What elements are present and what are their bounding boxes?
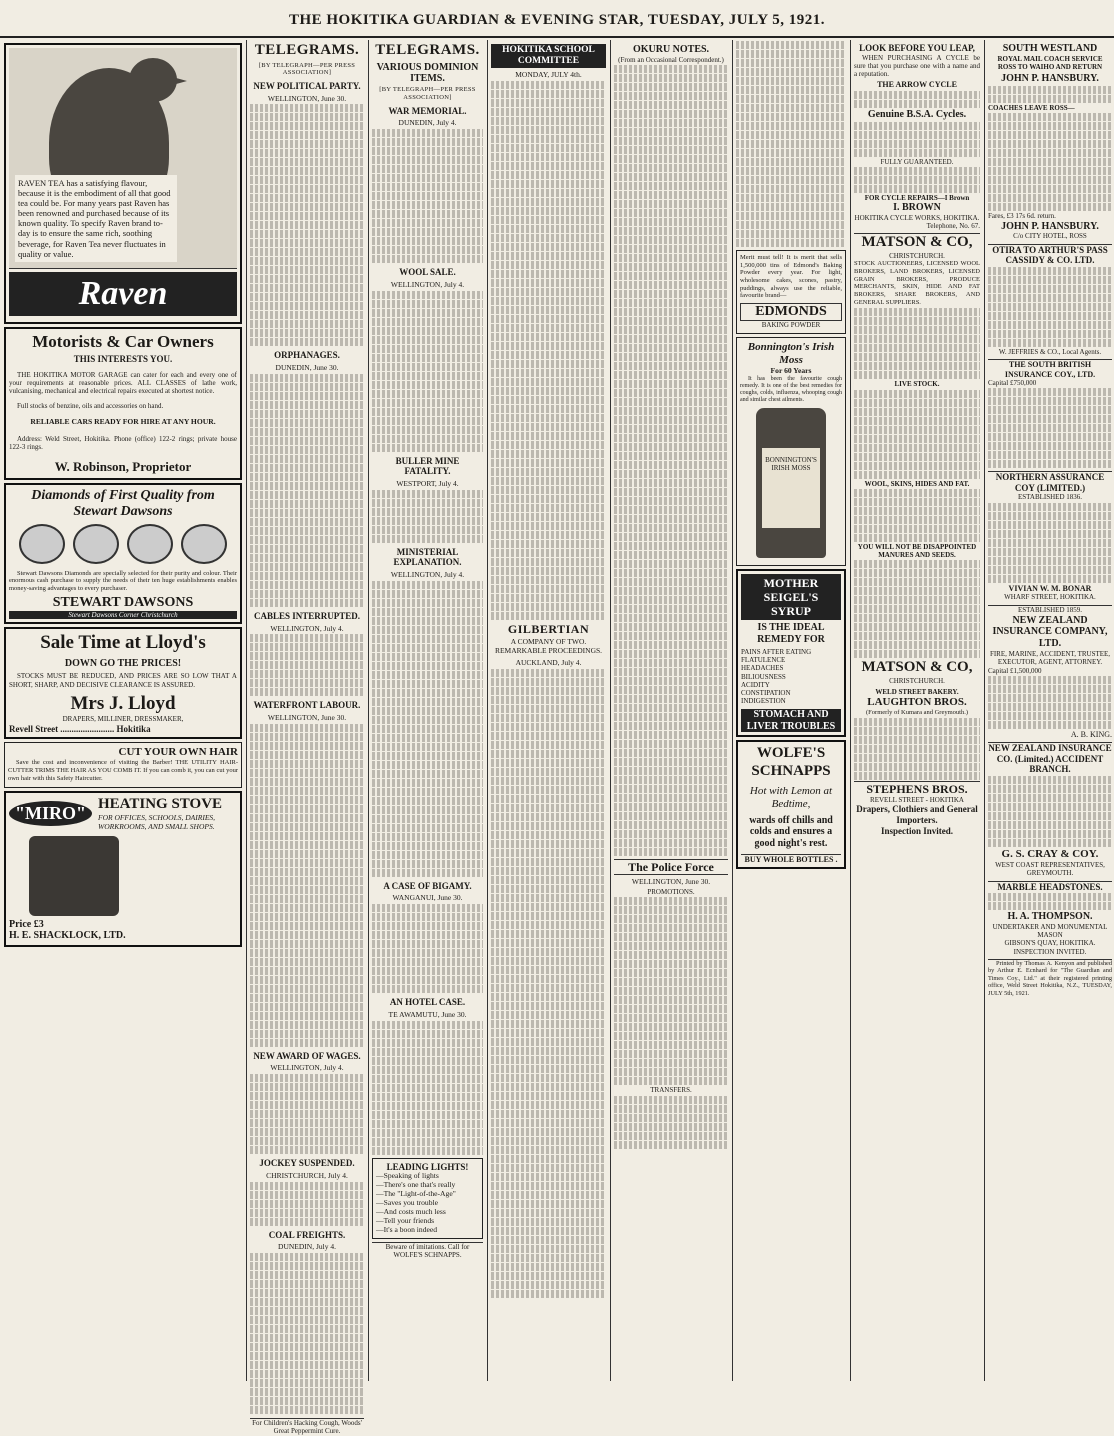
article-body <box>736 41 846 247</box>
stephens-address: REVELL STREET - HOKITIKA <box>870 796 964 805</box>
diamonds-footer: Stewart Dawsons Corner Christchurch <box>9 611 237 619</box>
list-item: ACIDITY <box>741 680 770 689</box>
wool-heading: WOOL, SKINS, HIDES AND FAT. <box>864 479 970 488</box>
cray-name: G. S. CRAY & COY. <box>1001 848 1099 861</box>
stewart-dawsons-name: STEWART DAWSONS <box>52 594 194 610</box>
dateline: TE AWAMUTU, June 30. <box>388 1009 467 1019</box>
article-body <box>988 86 1112 103</box>
article-body <box>372 1021 483 1155</box>
gilbertian-title: GILBERTIAN <box>507 622 590 637</box>
nz-accident-title: NEW ZEALAND INSURANCE CO. (Limited.) ACCIDENT BRANCH. <box>988 743 1112 775</box>
list-item: —Saves you trouble <box>376 1198 439 1207</box>
dateline: WESTPORT, July 4. <box>396 478 459 488</box>
police-title: The Police Force <box>614 859 728 875</box>
guaranteed: FULLY GUARANTEED. <box>880 157 954 166</box>
sale-title: Sale Time at Lloyd's <box>40 632 206 654</box>
list-item: —And costs much less <box>376 1206 446 1216</box>
inspection-invited: INSPECTION INVITED. <box>1013 947 1087 956</box>
dateline: DUNEDIN, July 4. <box>278 1242 336 1252</box>
article-heading: AN HOTEL CASE. <box>389 997 466 1008</box>
mail-coach: ROYAL MAIL COACH SERVICE <box>997 54 1103 63</box>
police-promotions: PROMOTIONS. <box>647 888 695 897</box>
list-item: —Tell your friends <box>376 1215 435 1225</box>
matson-title: MATSON & CO, <box>854 233 980 252</box>
column-divider <box>368 40 369 1381</box>
brown-address: HOKITIKA CYCLE WORKS, HOKITIKA. <box>854 213 980 222</box>
ads-column-right <box>854 40 980 1381</box>
hansbury-name-2: JOHN P. HANSBURY. <box>1001 220 1099 232</box>
article-body <box>250 104 364 346</box>
ring-image <box>19 524 65 564</box>
stephens-tail: Inspection Invited. <box>880 825 953 836</box>
thompson-address: GIBSON'S QUAY, HOKITIKA. <box>1004 939 1096 948</box>
article-body <box>988 503 1112 583</box>
article-body <box>854 718 980 780</box>
article-body <box>854 489 980 542</box>
article-body <box>988 676 1112 729</box>
not-disappointed: YOU WILL NOT BE DISAPPOINTED <box>857 542 977 551</box>
dateline: WELLINGTON, July 4. <box>390 279 465 289</box>
lloyd-trade: DRAPERS, MILLINER, DRESSMAKER, <box>62 715 184 724</box>
article-body <box>372 581 483 877</box>
motor-ad-cars: RELIABLE CARS READY FOR HIRE AT ANY HOUR. <box>30 416 216 426</box>
matson-body: STOCK AUCTIONEERS, LICENSED WOOL BROKERS, LAND BROKERS, LICENSED GRAIN BROKERS, PRODUCE MERCHANTS, SKIN, HIDE AND FAT BROKERS, SHARE BROKERS, AND GENERAL SUPPLIERS. <box>854 260 980 306</box>
thompson-name: H. A. THOMPSON. <box>1007 911 1093 923</box>
arrow-cycle: THE ARROW CYCLE <box>877 80 957 90</box>
article-body <box>614 65 728 856</box>
dominion-items-sub: VARIOUS DOMINION ITEMS. <box>376 61 479 85</box>
article-body <box>854 560 980 658</box>
south-british-title: THE SOUTH BRITISH INSURANCE COY., LTD. <box>988 359 1112 379</box>
okuru-notes-column <box>614 40 728 1381</box>
bottle-label: BONNINGTON'S IRISH MOSS <box>762 448 820 528</box>
motor-garage-ad <box>4 327 242 479</box>
miro-stove-ad <box>4 791 242 947</box>
irish-moss-ad <box>736 337 846 566</box>
raven-ad-text: RAVEN TEA has a satisfying flavour, because it is the embodiment of all that good tea could be. For many years past Raven has been renowned and purchased because of its known quality. To specify Raven brand to-day is to ensure the same rich, soothing beverage, for Raven Tea never fluctuates in quality or value. <box>15 175 177 263</box>
jeffries: W. JEFFRIES & CO., Local Agents. <box>998 347 1102 356</box>
article-body <box>854 122 980 157</box>
school-committee-title: HOKITIKA SCHOOL COMMITTEE <box>491 44 606 68</box>
miro-brand: "MIRO" <box>9 801 92 826</box>
column-divider <box>610 40 611 1381</box>
article-body <box>372 904 483 993</box>
bakery-title: WELD STREET BAKERY. <box>875 688 959 697</box>
laughton-name: LAUGHTON BROS. <box>867 696 967 709</box>
lloyds-sale-ad <box>4 627 242 739</box>
lloyd-address: Revell Street ........................ Hokitika <box>9 723 151 734</box>
edmonds-brand: EDMONDS <box>740 303 842 322</box>
list-item: —Speaking of lights <box>376 1171 439 1181</box>
irish-moss-title: Bonnington's Irish Moss <box>747 340 835 366</box>
haircutter-body: Save the cost and inconvenience of visiting the Barber! THE UTILITY HAIR-CUTTER TRIMS THE HAIR AS YOU COMB IT. If you can comb it, you can cut your own hair with this Safety Haircutter. <box>8 759 238 782</box>
article-heading: COAL FREIGHTS. <box>268 1229 346 1240</box>
list-item: —It's a boon indeed <box>376 1224 438 1234</box>
article-body <box>854 91 980 108</box>
article-body <box>372 129 483 263</box>
article-body <box>250 1074 364 1154</box>
dateline: WELLINGTON, June 30. <box>267 712 347 722</box>
ads-column-middle <box>736 40 846 1381</box>
printer-imprint: Printed by Thomas A. Kenyon and published by Arthur E. Ecnhard for "The Guardian and Times Coy., Ltd." at their registered printing office, Weld Street Hokitika, N.Z., TUESDAY, JULY 5th, 1921. <box>988 959 1112 997</box>
list-item: CONSTIPATION <box>741 689 791 698</box>
wolfes-sub: Hot with Lemon at Bedtime, <box>749 784 833 810</box>
article-body <box>491 669 606 1298</box>
article-body <box>988 776 1112 847</box>
article-heading: BULLER MINE FATALITY. <box>395 455 460 477</box>
matson-title-2: MATSON & CO, <box>861 659 973 676</box>
raven-beak-image <box>169 76 187 86</box>
edmonds-text: Merit must tell! It is merit that sells 1,500,000 tins of Edmond's Baking Powder every year. For light, wholesome cakes, scones, pastry, puddings, always use the reliable, favourite brand— <box>740 254 842 300</box>
laughton-sub: (Formerly of Kumara and Greymouth.) <box>866 709 968 717</box>
miro-seller: H. E. SHACKLOCK, LTD. <box>9 930 126 942</box>
article-heading: NEW POLITICAL PARTY. <box>253 81 361 91</box>
northern-established: ESTABLISHED 1836. <box>1018 493 1082 502</box>
coaches-leave: COACHES LEAVE ROSS— <box>988 104 1075 113</box>
irish-moss-body: It has been the favourite cough remedy. It is one of the best remedies for coughs, colds, influenza, whooping cough and similar chest ailments. <box>740 375 842 403</box>
dateline: WELLINGTON, July 4. <box>270 623 344 633</box>
rings-illustration <box>9 521 237 570</box>
article-body <box>988 388 1112 468</box>
leading-lights-list <box>376 1172 479 1235</box>
miro-title: HEATING STOVE <box>97 796 223 813</box>
miro-price: Price £3 <box>9 918 44 930</box>
dateline: WELLINGTON, June 30. <box>267 93 347 103</box>
seigels-list <box>741 648 841 706</box>
wolfes-footer: BUY WHOLE BOTTLES . <box>741 854 841 864</box>
list-item: HEADACHES <box>741 664 784 673</box>
dateline: WELLINGTON, June 30. <box>631 877 711 887</box>
fares: Fares, £3 17s 6d. return. <box>988 212 1056 221</box>
motor-ad-proprietor: W. Robinson, Proprietor <box>54 459 192 475</box>
stewart-dawsons-ad <box>4 483 242 625</box>
dateline: DUNEDIN, July 4. <box>398 118 457 128</box>
lloyd-name: Mrs J. Lloyd <box>70 692 176 714</box>
column-divider <box>732 40 733 1381</box>
dateline: CHRISTCHURCH, July 4. <box>266 1170 348 1180</box>
leading-lights-title: LEADING LIGHTS! <box>386 1161 469 1172</box>
article-body <box>854 390 980 479</box>
haircutter-title: CUT YOUR OWN HAIR <box>118 746 238 759</box>
article-heading: WOOL SALE. <box>399 267 456 278</box>
article-heading: WAR MEMORIAL. <box>388 105 467 116</box>
diamonds-body: Stewart Dawsons Diamonds are specially selected for their purity and colour. Their enormous cash purchase to supply the needs of their ten huge establishments enables money-saving advantages to every purchaser. <box>9 569 237 592</box>
haircutter-ad <box>4 742 242 788</box>
nz-insurance-sub: FIRE, MARINE, ACCIDENT, TRUSTEE, EXECUTOR, AGENT, ATTORNEY. <box>989 650 1111 667</box>
dateline: DUNEDIN, June 30. <box>275 363 339 373</box>
article-heading: NEW AWARD OF WAGES. <box>253 1050 361 1061</box>
motor-ad-title: Motorists & Car Owners <box>32 332 214 352</box>
article-body <box>988 893 1112 910</box>
sale-body: STOCKS MUST BE REDUCED, AND PRICES ARE SO LOW THAT A SHORT, SHARP, AND DECISIVE CLEARANCE IS ASSURED. <box>9 672 237 689</box>
edmonds-ad <box>736 250 846 334</box>
brown-telephone: Telephone, No. 67. <box>926 222 980 231</box>
bottle-illustration <box>756 408 826 558</box>
article-heading: JOCKEY SUSPENDED. <box>259 1158 355 1169</box>
miro-sub: FOR OFFICES, SCHOOLS, DAIRIES, WORKROOMS, AND SMALL SHOPS. <box>97 812 216 831</box>
ads-column-left <box>4 40 242 1381</box>
thompson-sub: UNDERTAKER AND MONUMENTAL MASON <box>992 922 1108 940</box>
brown-name: I. BROWN <box>893 202 941 214</box>
dateline: WELLINGTON, July 4. <box>270 1063 344 1073</box>
motor-ad-address: Address: Weld Street, Hokitika. Phone (office) 122-2 rings; private house 122-3 rings. <box>9 434 237 451</box>
telegrams-title: TELEGRAMS. <box>375 42 480 58</box>
edmonds-sub: BAKING POWDER <box>761 321 821 330</box>
manures-heading: MANURES AND SEEDS. <box>878 551 956 560</box>
leap-title: LOOK BEFORE YOU LEAP, <box>859 43 975 53</box>
article-body <box>250 724 364 1047</box>
diamonds-title: Diamonds of First Quality from Stewart Dawsons <box>31 487 215 520</box>
article-body <box>372 291 483 452</box>
article-body <box>854 167 980 193</box>
article-body <box>614 1096 728 1149</box>
article-heading: A CASE OF BIGAMY. <box>383 880 472 891</box>
gilbertian-sub: A COMPANY OF TWO. <box>510 637 587 647</box>
leading-lights-ad <box>372 1158 483 1239</box>
press-association: [BY TELEGRAPH—PER PRESS ASSOCIATION] <box>258 61 356 77</box>
seigels-syrup-ad <box>736 569 846 737</box>
nz-insurance-title: NEW ZEALAND INSURANCE COMPANY, LTD. <box>992 614 1108 650</box>
stove-illustration <box>29 836 119 916</box>
school-committee-column <box>491 40 606 1381</box>
wolfes-title: WOLFE'S SCHNAPPS <box>751 745 831 779</box>
dateline: AUCKLAND, July 4. <box>515 658 582 668</box>
article-body <box>988 113 1112 211</box>
stephens-name: STEPHENS BROS. <box>854 781 980 796</box>
raven-illustration <box>9 48 237 269</box>
dateline: WANGANUI, June 30. <box>392 893 463 903</box>
list-item: —There's one that's really <box>376 1180 456 1190</box>
est-1859: ESTABLISHED 1859. <box>988 605 1112 614</box>
hansbury-name: JOHN P. HANSBURY. <box>1001 73 1099 85</box>
article-body <box>250 1253 364 1414</box>
raven-tea-ad <box>4 43 242 324</box>
article-body <box>491 81 606 620</box>
notices-column <box>988 40 1112 1381</box>
ross-route: ROSS TO WAIHO AND RETURN <box>997 63 1103 72</box>
okuru-sub: (From an Occasional Correspondent.) <box>618 55 724 64</box>
police-transfers: TRANSFERS. <box>650 1086 692 1095</box>
list-item: PAINS AFTER EATING <box>741 647 812 656</box>
column-divider <box>246 40 247 1381</box>
wolfes-body: wards off chills and colds and ensures a good night's rest. <box>749 814 833 850</box>
article-heading: WATERFRONT LABOUR. <box>253 700 361 711</box>
press-association: [BY TELEGRAPH—PER PRESS ASSOCIATION] <box>379 86 476 101</box>
article-body <box>372 490 483 543</box>
article-body <box>614 897 728 1085</box>
column-footer: For Children's Hacking Cough, Woods' Great Peppermint Cure. <box>250 1418 364 1436</box>
column-divider <box>850 40 851 1381</box>
article-body <box>250 1182 364 1226</box>
masthead-rule <box>0 36 1114 38</box>
ring-image <box>73 524 119 564</box>
headstones-title: MARBLE HEADSTONES. <box>988 881 1112 893</box>
column-divider <box>984 40 985 1381</box>
otira-title: OTIRA TO ARTHUR'S PASS CASSIDY & CO. LTD. <box>988 244 1112 266</box>
irish-moss-years: For 60 Years <box>770 365 812 375</box>
south-british-capital: Capital £750,000 <box>988 378 1037 387</box>
cycle-repairs: FOR CYCLE REPAIRS—I Brown <box>864 193 970 202</box>
wolfes-schnapps-ad <box>736 740 846 869</box>
motor-ad-sub: THIS INTERESTS YOU. <box>73 354 173 365</box>
column-divider <box>487 40 488 1381</box>
okuru-title: OKURU NOTES. <box>632 44 710 55</box>
dateline: MONDAY, JULY 4th. <box>515 70 582 80</box>
ring-image <box>127 524 173 564</box>
telegrams-column <box>250 40 364 1436</box>
column-footer: Beware of imitations. Call for WOLFE'S SCHNAPPS. <box>372 1242 483 1260</box>
list-item: —The "Light-of-the-Age" <box>376 1189 456 1199</box>
south-westland-title: SOUTH WESTLAND <box>1002 43 1098 54</box>
northern-title: NORTHERN ASSURANCE COY (LIMITED.) <box>988 471 1112 493</box>
stephens-body: Drapers, Clothiers and General Importers. <box>856 804 978 826</box>
article-heading: ORPHANAGES. <box>274 350 340 361</box>
masthead: THE HOKITIKA GUARDIAN & EVENING STAR, TUESDAY, JULY 5, 1921. <box>288 12 826 28</box>
bsa-title: Genuine B.S.A. Cycles. <box>867 108 967 120</box>
article-heading: MINISTERIAL EXPLANATION. <box>393 546 462 568</box>
article-heading: CABLES INTERRUPTED. <box>253 610 361 621</box>
list-item: INDIGESTION <box>741 697 786 706</box>
article-body <box>250 634 364 696</box>
matson-city-2: CHRISTCHURCH. <box>889 676 945 685</box>
list-item: BILIOUSNESS <box>741 672 786 681</box>
seigels-is: IS THE IDEAL REMEDY FOR <box>757 622 825 646</box>
hansbury-address: C/o CITY HOTEL, ROSS <box>1013 232 1087 241</box>
live-stock: LIVE STOCK. <box>894 380 940 389</box>
nz-insurance-capital: Capital £1,500,000 <box>988 666 1042 675</box>
dateline: WELLINGTON, July 4. <box>390 569 465 579</box>
bonar-name: VIVIAN W. M. BONAR <box>1008 583 1092 593</box>
motor-ad-body: THE HOKITIKA MOTOR GARAGE can cater for each and every one of your requirements at reasonable prices. ALL CLASSES of lathe work, vulcanising, mechanical and electrical repairs executed at shortest notice. <box>9 370 237 396</box>
gilbertian-sub2: REMARKABLE PROCEEDINGS. <box>494 646 603 656</box>
ring-image <box>181 524 227 564</box>
seigels-title: MOTHER SEIGEL'S SYRUP <box>741 574 841 620</box>
matson-city: CHRISTCHURCH. <box>889 252 945 261</box>
bonar-address: WHARF STREET, HOKITIKA. <box>1004 593 1096 602</box>
motor-ad-stock: Full stocks of benzine, oils and accessories on hand. <box>17 401 164 410</box>
article-body <box>988 267 1112 347</box>
stomach-label: STOMACH AND LIVER TROUBLES <box>741 709 841 733</box>
raven-logo: Raven <box>9 272 237 316</box>
king-name: A. B. KING. <box>1070 729 1112 739</box>
leap-body: WHEN PURCHASING A CYCLE be sure that you purchase one with a name and a reputation. <box>854 53 980 79</box>
article-body <box>854 308 980 379</box>
sale-sub: DOWN GO THE PRICES! <box>64 657 182 669</box>
article-body <box>250 374 364 607</box>
dominion-items-column <box>372 40 483 1381</box>
telegrams-title: TELEGRAMS. <box>254 42 360 58</box>
list-item: FLATULENCE <box>741 656 786 665</box>
cray-sub: WEST COAST REPRESENTATIVES, GREYMOUTH. <box>995 861 1105 878</box>
